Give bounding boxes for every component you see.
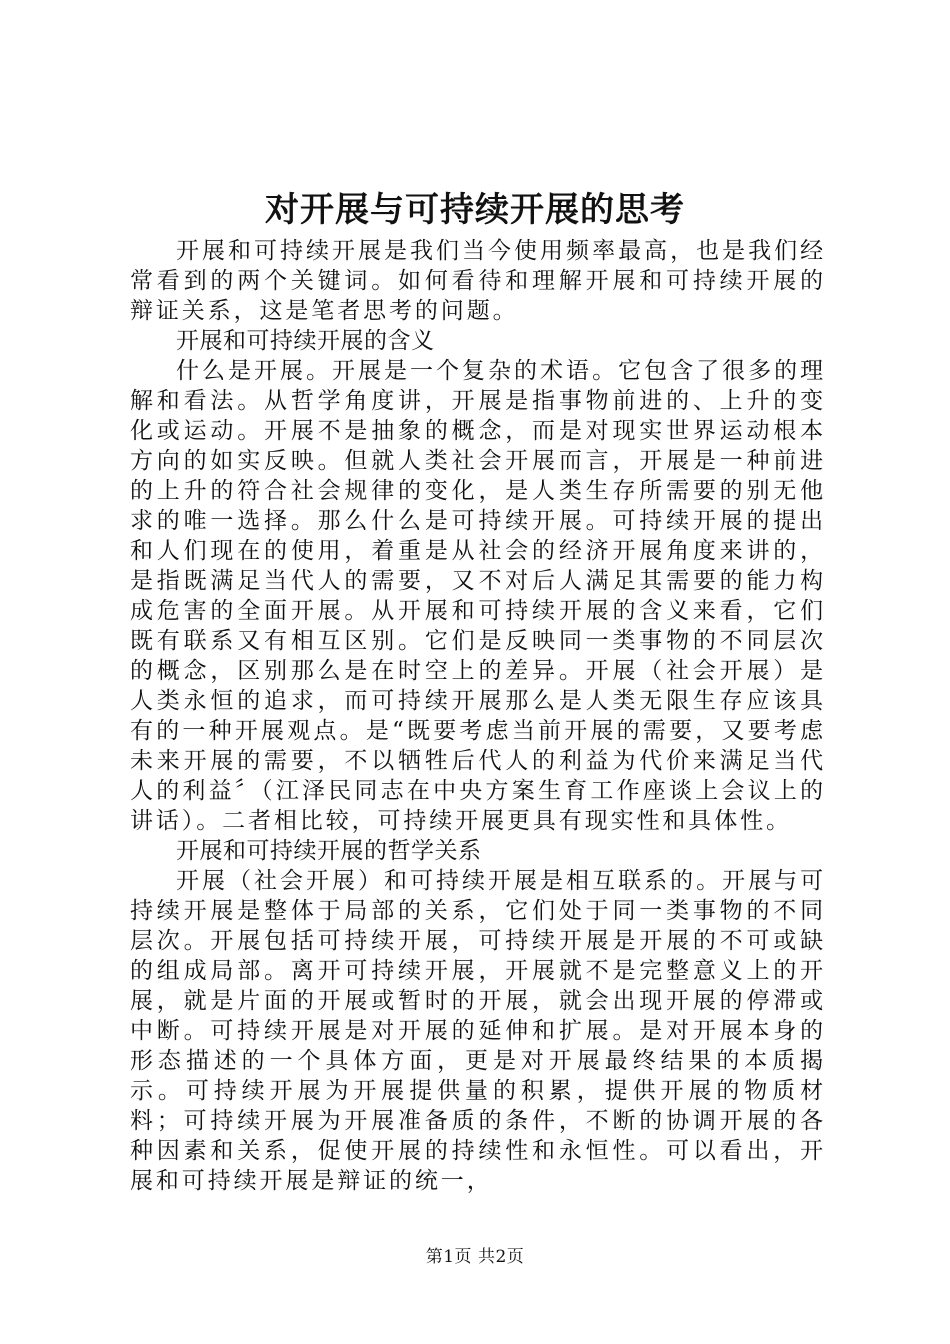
document-body (130, 236, 826, 1196)
section-heading-philosophy: 开展和可持续开展的哲学关系 (176, 838, 482, 864)
philosophy-paragraph: 开展（社会开展）和可持续开展是相互联系的。开展与可持续开展是整体于局部的关系，它们处于同一类事物的不同层次。开展包括可持续开展，可持续开展是开展的不可或缺的组成局部。离开可持续开展，开展就不是完整意义上的开展，就是片面的开展或暂时的开展，就会出现开展的停滞或中断。可持续开展是对开展的延伸和扩展。是对开展本身的形态描述的一个具体方面，更是对开展最终结果的本质揭示。可持续开展为开展提供量的积累，提供开展的物质材料；可持续开展为开展准备质的条件，不断的协调开展的各种因素和关系，促使开展的持续性和永恒性。可以看出，开展和可持续开展是辩证的统一， (130, 868, 826, 1194)
meaning-paragraph: 什么是开展。开展是一个复杂的术语。它包含了很多的理解和看法。从哲学角度讲，开展是指事物前进的、上升的变化或运动。开展不是抽象的概念，而是对现实世界运动根本方向的如实反映。但就人类社会开展而言，开展是一种前进的上升的符合社会规律的变化，是人类生存所需要的别无他求的唯一选择。那么什么是可持续开展。可持续开展的提出和人们现在的使用，着重是从社会的经济开展角度来讲的，是指既满足当代人的需要，又不对后人满足其需要的能力构成危害的全面开展。从开展和可持续开展的含义来看，它们既有联系又有相互区别。它们是反映同一类事物的不同层次的概念，区别那么是在时空上的差异。开展（社会开展）是人类永恒的追求，而可持续开展那么是人类无限生存应该具有的一种开展观点。是“既要考虑当前开展的需要，又要考虑未来开展的需要，不以牺牲后代人的利益为代价来满足当代人的利益〞（江泽民同志在中央方案生育工作座谈上会议上的讲话）。二者相比较，可持续开展更具有现实性和具体性。 (130, 358, 826, 834)
page-footer: 第1页 共2页 (425, 1247, 525, 1267)
section-heading-meaning: 开展和可持续开展的含义 (176, 328, 435, 354)
document-title: 对开展与可持续开展的思考 (265, 190, 685, 230)
intro-paragraph: 开展和可持续开展是我们当今使用频率最高，也是我们经常看到的两个关键词。如何看待和理解开展和可持续开展的辩证关系，这是笔者思考的问题。 (130, 238, 826, 324)
